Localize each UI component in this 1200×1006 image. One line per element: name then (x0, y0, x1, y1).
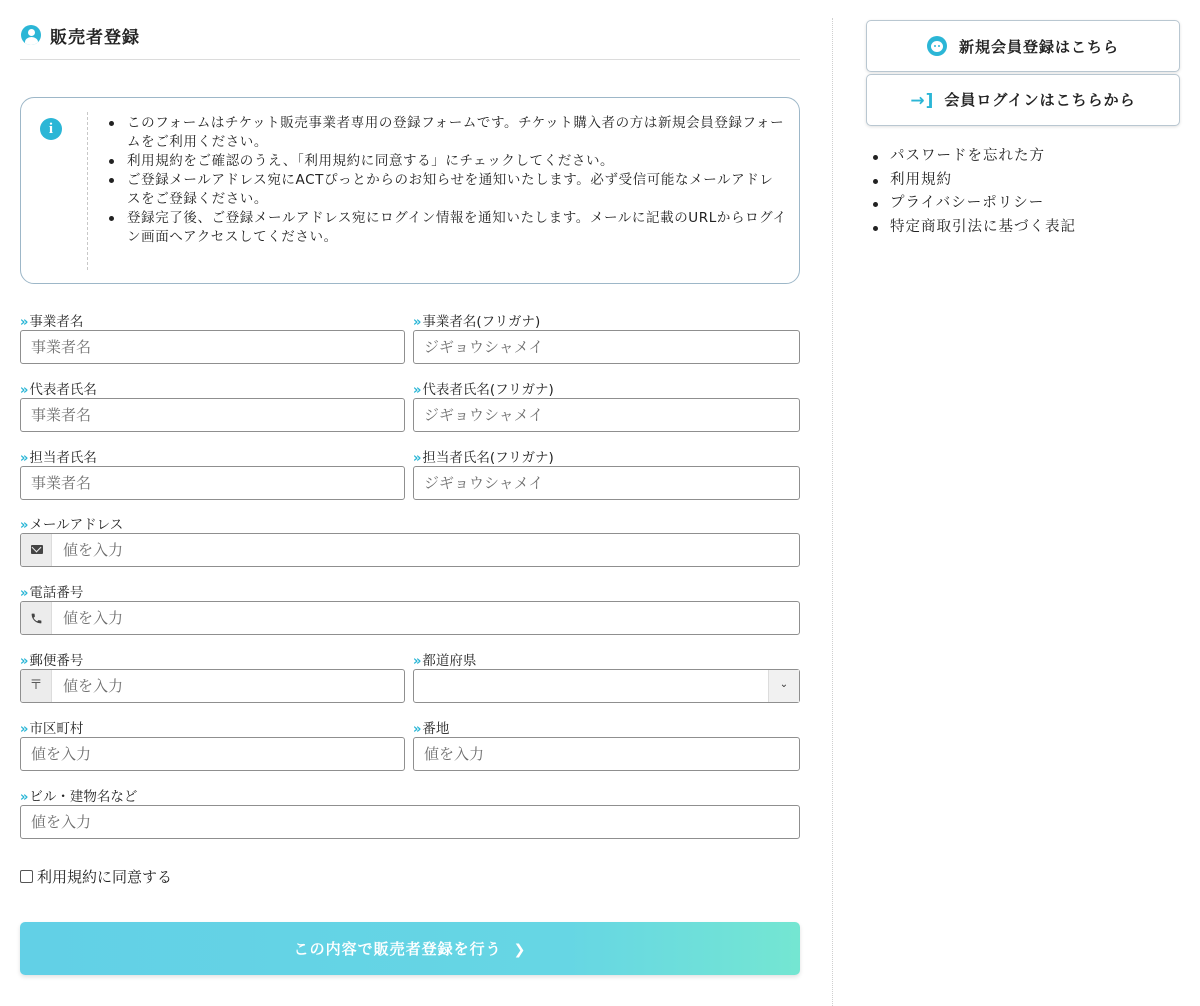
chevron-double-right-icon: » (20, 518, 27, 533)
business-name-input[interactable] (20, 330, 405, 364)
street-label: » 番地 (413, 721, 450, 737)
chevron-double-right-icon: » (413, 451, 420, 466)
chevron-double-right-icon: » (20, 790, 27, 805)
member-login-button[interactable] (866, 74, 1180, 126)
email-input[interactable] (20, 533, 800, 567)
chevron-double-right-icon: » (20, 654, 27, 669)
postal-code-addon (21, 670, 52, 702)
email-label: » メールアドレス (20, 517, 124, 533)
building-input[interactable] (20, 805, 800, 839)
notice-item: 登録完了後、ご登録メールアドレス宛にログイン情報を通知いたします。メールに記載のURLからログイン画面へアクセスしてください。 (107, 209, 787, 247)
chevron-double-right-icon: » (413, 654, 420, 669)
chevron-double-right-icon: » (20, 383, 27, 398)
representative-name-kana-label: » 代表者氏名(フリガナ) (413, 382, 554, 398)
building-label: » ビル・建物名など (20, 789, 138, 805)
prefecture-label: » 都道府県 (413, 653, 477, 669)
sidebar-link-terms[interactable]: 利用規約 (872, 169, 1076, 193)
new-member-register-button[interactable] (866, 20, 1180, 72)
business-name-label: » 事業者名 (20, 314, 84, 330)
agree-checkbox[interactable] (20, 870, 33, 883)
info-icon: i (40, 118, 62, 140)
chevron-double-right-icon: » (20, 722, 27, 737)
prefecture-select[interactable] (413, 669, 800, 703)
representative-name-label: » 代表者氏名 (20, 382, 97, 398)
envelope-icon (31, 545, 43, 554)
login-arrow-icon: →] (910, 91, 935, 111)
street-input[interactable] (413, 737, 800, 771)
postal-mark-icon: 〒 (29, 678, 43, 693)
phone-label: » 電話番号 (20, 585, 84, 601)
city-label: » 市区町村 (20, 721, 84, 737)
business-name-kana-input[interactable] (413, 330, 800, 364)
phone-icon (30, 612, 43, 625)
chevron-double-right-icon: » (20, 586, 27, 601)
chevron-double-right-icon: » (413, 383, 420, 398)
postal-code-label: » 郵便番号 (20, 653, 84, 669)
notice-item: ご登録メールアドレス宛にACTぴっとからのお知らせを通知いたします。必ず受信可能なメールアドレスをご登録ください。 (107, 171, 787, 209)
new-member-register-label: 新規会員登録はこちら (958, 37, 1119, 56)
column-divider (832, 18, 833, 1006)
notice-box (20, 97, 800, 284)
phone-addon (21, 602, 52, 634)
chevron-double-right-icon: » (20, 315, 27, 330)
notice-item: 利用規約をご確認のうえ、「利用規約に同意する」にチェックしてください。 (107, 152, 787, 171)
contact-name-input[interactable] (20, 466, 405, 500)
chevron-double-right-icon: » (413, 722, 420, 737)
business-name-kana-label: » 事業者名(フリガナ) (413, 314, 541, 330)
submit-label: この内容で販売者登録を行う (293, 940, 502, 958)
phone-input[interactable] (20, 601, 800, 635)
agree-label: 利用規約に同意する (37, 868, 173, 886)
chevron-double-right-icon: » (20, 451, 27, 466)
user-circle-icon (21, 25, 41, 45)
notice-list (107, 114, 787, 247)
representative-name-input[interactable] (20, 398, 405, 432)
sidebar-link-forgot-password[interactable]: パスワードを忘れた方 (872, 145, 1076, 169)
email-addon (21, 534, 52, 566)
chevron-double-right-icon: » (413, 315, 420, 330)
contact-name-kana-input[interactable] (413, 466, 800, 500)
submit-button[interactable] (20, 922, 800, 975)
sidebar-links (872, 145, 1076, 239)
page-header (20, 22, 800, 60)
city-input[interactable] (20, 737, 405, 771)
chevron-right-icon: ❯ (513, 942, 527, 958)
face-icon (927, 36, 947, 56)
notice-divider (87, 112, 88, 270)
chevron-down-icon[interactable]: ⌄ (768, 670, 799, 702)
notice-item: このフォームはチケット販売事業者専用の登録フォームです。チケット購入者の方は新規会員登録フォームをご利用ください。 (107, 114, 787, 152)
sidebar-link-commercial-law[interactable]: 特定商取引法に基づく表記 (872, 216, 1076, 240)
sidebar-link-privacy[interactable]: プライバシーポリシー (872, 192, 1076, 216)
postal-code-input[interactable] (20, 669, 405, 703)
member-login-label: 会員ログインはこちらから (944, 91, 1136, 109)
contact-name-label: » 担当者氏名 (20, 450, 97, 466)
page-title: 販売者登録 (50, 28, 140, 48)
representative-name-kana-input[interactable] (413, 398, 800, 432)
agree-terms[interactable] (20, 866, 172, 887)
contact-name-kana-label: » 担当者氏名(フリガナ) (413, 450, 554, 466)
